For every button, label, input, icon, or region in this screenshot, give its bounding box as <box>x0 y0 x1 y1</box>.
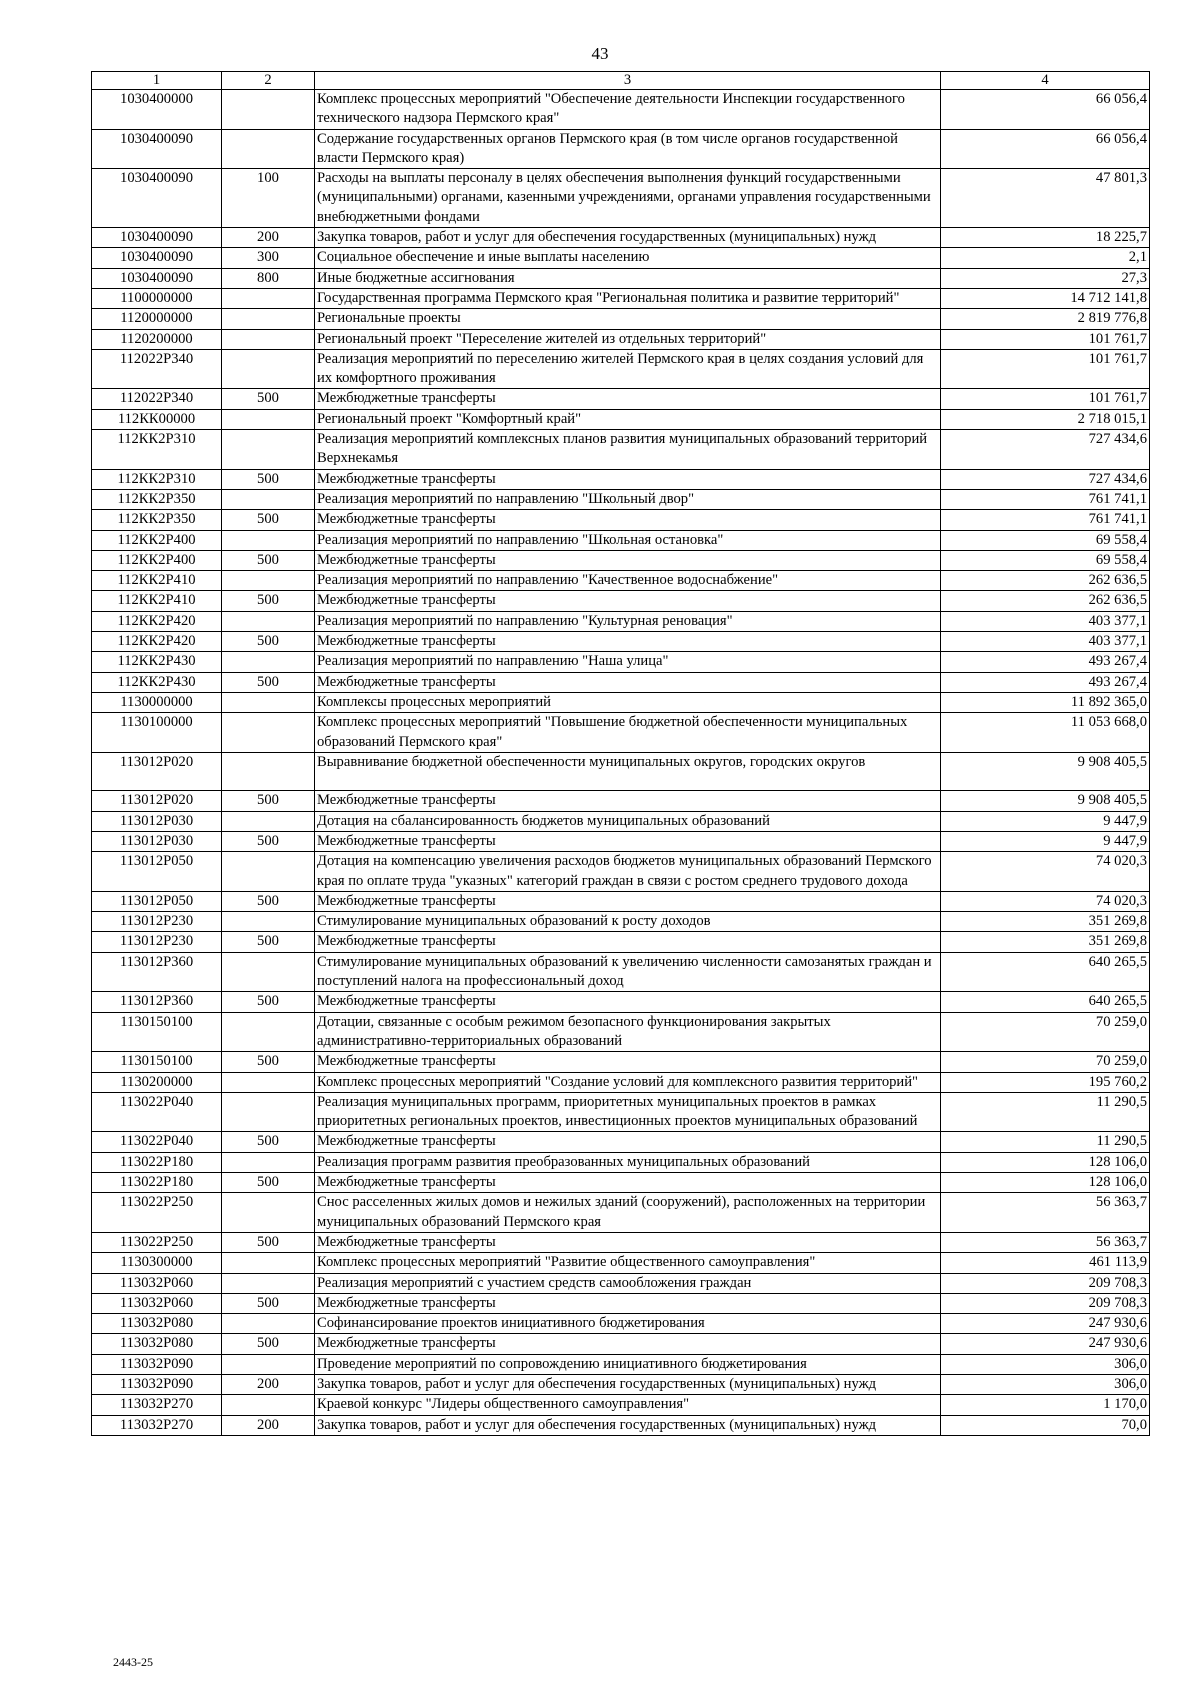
header-col-4: 4 <box>941 72 1150 90</box>
table-row <box>92 1152 1150 1172</box>
row-code-cell: 112КК2Р420 <box>92 632 222 652</box>
table-row <box>92 129 1150 169</box>
row-type-cell <box>222 329 315 349</box>
row-name-cell: Реализация мероприятий по переселению жителей Пермского края в целях создания условий для их комфортного проживания <box>315 349 941 389</box>
row-type-cell <box>222 129 315 169</box>
row-code-cell: 113012Р050 <box>92 852 222 892</box>
row-name-cell: Межбюджетные трансферты <box>315 672 941 692</box>
row-type-cell: 500 <box>222 1052 315 1072</box>
table-row <box>92 1293 1150 1313</box>
row-amount-cell: 461 113,9 <box>941 1253 1150 1273</box>
row-name-cell: Межбюджетные трансферты <box>315 1334 941 1354</box>
row-type-cell: 100 <box>222 169 315 228</box>
row-code-cell: 112КК2Р430 <box>92 652 222 672</box>
table-row <box>92 1273 1150 1293</box>
row-type-cell: 500 <box>222 1334 315 1354</box>
row-code-cell: 112022P340 <box>92 349 222 389</box>
row-amount-cell: 69 558,4 <box>941 530 1150 550</box>
row-name-cell: Софинансирование проектов инициативного бюджетирования <box>315 1314 941 1334</box>
row-type-cell: 500 <box>222 831 315 851</box>
row-amount-cell: 247 930,6 <box>941 1314 1150 1334</box>
row-code-cell: 113012Р230 <box>92 912 222 932</box>
row-name-cell: Межбюджетные трансферты <box>315 389 941 409</box>
table-row <box>92 469 1150 489</box>
row-name-cell: Межбюджетные трансферты <box>315 891 941 911</box>
row-type-cell: 500 <box>222 992 315 1012</box>
table-row <box>92 811 1150 831</box>
table-row <box>92 852 1150 892</box>
row-name-cell: Дотация на сбалансированность бюджетов муниципальных образований <box>315 811 941 831</box>
table-row <box>92 1193 1150 1233</box>
table-header-row <box>92 72 1150 90</box>
table-row <box>92 652 1150 672</box>
row-amount-cell: 9 447,9 <box>941 831 1150 851</box>
row-code-cell: 1120200000 <box>92 329 222 349</box>
row-name-cell: Снос расселенных жилых домов и нежилых зданий (сооружений), расположенных на территории муниципальных образований Пермского края <box>315 1193 941 1233</box>
row-amount-cell: 493 267,4 <box>941 672 1150 692</box>
row-type-cell: 800 <box>222 268 315 288</box>
table-row <box>92 1354 1150 1374</box>
table-row <box>92 952 1150 992</box>
row-type-cell <box>222 1072 315 1092</box>
table-row <box>92 1314 1150 1334</box>
table-row <box>92 1375 1150 1395</box>
row-code-cell: 1120000000 <box>92 309 222 329</box>
row-amount-cell: 128 106,0 <box>941 1152 1150 1172</box>
row-code-cell: 1030400090 <box>92 169 222 228</box>
row-type-cell: 500 <box>222 932 315 952</box>
row-type-cell: 500 <box>222 1132 315 1152</box>
row-type-cell: 500 <box>222 469 315 489</box>
row-amount-cell: 727 434,6 <box>941 469 1150 489</box>
row-code-cell: 113012Р360 <box>92 952 222 992</box>
row-code-cell: 113012Р230 <box>92 932 222 952</box>
row-amount-cell: 2,1 <box>941 248 1150 268</box>
row-code-cell: 113032Р080 <box>92 1314 222 1334</box>
table-row <box>92 831 1150 851</box>
row-code-cell: 113022Р040 <box>92 1092 222 1132</box>
row-amount-cell: 403 377,1 <box>941 611 1150 631</box>
row-amount-cell: 9 908 405,5 <box>941 752 1150 791</box>
row-code-cell: 1130100000 <box>92 713 222 753</box>
row-type-cell <box>222 713 315 753</box>
row-name-cell: Комплекс процессных мероприятий "Обеспечение деятельности Инспекции государственного технического надзора Пермского края" <box>315 90 941 130</box>
row-name-cell: Комплекс процессных мероприятий "Создание условий для комплексного развития территорий" <box>315 1072 941 1092</box>
row-amount-cell: 195 760,2 <box>941 1072 1150 1092</box>
row-amount-cell: 66 056,4 <box>941 129 1150 169</box>
row-type-cell: 500 <box>222 632 315 652</box>
row-type-cell <box>222 1152 315 1172</box>
row-amount-cell: 209 708,3 <box>941 1273 1150 1293</box>
row-type-cell <box>222 852 315 892</box>
row-type-cell: 500 <box>222 1232 315 1252</box>
row-type-cell <box>222 489 315 509</box>
row-name-cell: Межбюджетные трансферты <box>315 1173 941 1193</box>
row-type-cell: 500 <box>222 510 315 530</box>
header-col-2: 2 <box>222 72 315 90</box>
table-row <box>92 713 1150 753</box>
row-name-cell: Региональные проекты <box>315 309 941 329</box>
row-code-cell: 113022Р250 <box>92 1193 222 1233</box>
row-amount-cell: 247 930,6 <box>941 1334 1150 1354</box>
row-amount-cell: 101 761,7 <box>941 329 1150 349</box>
table-row <box>92 1173 1150 1193</box>
table-row <box>92 1132 1150 1152</box>
row-amount-cell: 74 020,3 <box>941 891 1150 911</box>
row-code-cell: 1030400090 <box>92 228 222 248</box>
row-code-cell: 112КК2Р430 <box>92 672 222 692</box>
row-code-cell: 113012Р030 <box>92 811 222 831</box>
row-code-cell: 113032Р080 <box>92 1334 222 1354</box>
row-type-cell <box>222 530 315 550</box>
row-name-cell: Межбюджетные трансферты <box>315 469 941 489</box>
table-row <box>92 571 1150 591</box>
table-row <box>92 1253 1150 1273</box>
row-code-cell: 112КК2Р400 <box>92 550 222 570</box>
row-name-cell: Стимулирование муниципальных образований к увеличению численности самозанятых граждан и поступлений налога на профессиональный доход <box>315 952 941 992</box>
row-name-cell: Иные бюджетные ассигнования <box>315 268 941 288</box>
row-amount-cell: 262 636,5 <box>941 591 1150 611</box>
row-type-cell <box>222 652 315 672</box>
table-row <box>92 430 1150 470</box>
row-amount-cell: 70 259,0 <box>941 1012 1150 1052</box>
table-row <box>92 1334 1150 1354</box>
table-row <box>92 591 1150 611</box>
row-type-cell <box>222 692 315 712</box>
row-name-cell: Реализация мероприятий по направлению "Наша улица" <box>315 652 941 672</box>
row-amount-cell: 56 363,7 <box>941 1193 1150 1233</box>
row-amount-cell: 70,0 <box>941 1415 1150 1435</box>
row-amount-cell: 403 377,1 <box>941 632 1150 652</box>
row-name-cell: Межбюджетные трансферты <box>315 791 941 811</box>
row-amount-cell: 351 269,8 <box>941 912 1150 932</box>
table-row <box>92 1012 1150 1052</box>
row-type-cell <box>222 1253 315 1273</box>
row-code-cell: 113032Р270 <box>92 1395 222 1415</box>
row-code-cell: 1030400000 <box>92 90 222 130</box>
row-amount-cell: 11 892 365,0 <box>941 692 1150 712</box>
row-name-cell: Межбюджетные трансферты <box>315 992 941 1012</box>
table-row <box>92 891 1150 911</box>
row-code-cell: 112КК2Р420 <box>92 611 222 631</box>
row-amount-cell: 18 225,7 <box>941 228 1150 248</box>
table-row <box>92 692 1150 712</box>
row-code-cell: 113032Р090 <box>92 1354 222 1374</box>
row-type-cell <box>222 1314 315 1334</box>
row-code-cell: 1030400090 <box>92 248 222 268</box>
row-code-cell: 113022Р180 <box>92 1152 222 1172</box>
row-code-cell: 1130150100 <box>92 1012 222 1052</box>
row-type-cell: 500 <box>222 891 315 911</box>
row-amount-cell: 14 712 141,8 <box>941 288 1150 308</box>
row-amount-cell: 11 053 668,0 <box>941 713 1150 753</box>
table-row <box>92 912 1150 932</box>
row-amount-cell: 2 819 776,8 <box>941 309 1150 329</box>
row-amount-cell: 727 434,6 <box>941 430 1150 470</box>
row-name-cell: Реализация мероприятий по направлению "Культурная реновация" <box>315 611 941 631</box>
row-type-cell: 500 <box>222 791 315 811</box>
row-code-cell: 113012Р020 <box>92 752 222 791</box>
row-name-cell: Закупка товаров, работ и услуг для обеспечения государственных (муниципальных) нужд <box>315 1375 941 1395</box>
row-code-cell: 113012Р020 <box>92 791 222 811</box>
row-code-cell: 112КК00000 <box>92 409 222 429</box>
row-type-cell <box>222 1273 315 1293</box>
row-type-cell <box>222 1395 315 1415</box>
row-code-cell: 113022Р250 <box>92 1232 222 1252</box>
row-type-cell <box>222 309 315 329</box>
row-name-cell: Реализация мероприятий комплексных планов развития муниципальных образований территорий Верхнекамья <box>315 430 941 470</box>
row-type-cell <box>222 430 315 470</box>
row-type-cell <box>222 752 315 791</box>
table-row <box>92 288 1150 308</box>
row-code-cell: 1100000000 <box>92 288 222 308</box>
row-code-cell: 1130150100 <box>92 1052 222 1072</box>
row-amount-cell: 70 259,0 <box>941 1052 1150 1072</box>
row-code-cell: 112КК2Р310 <box>92 430 222 470</box>
row-type-cell <box>222 811 315 831</box>
row-name-cell: Реализация мероприятий с участием средств самообложения граждан <box>315 1273 941 1293</box>
row-amount-cell: 69 558,4 <box>941 550 1150 570</box>
row-name-cell: Проведение мероприятий по сопровождению инициативного бюджетирования <box>315 1354 941 1374</box>
row-name-cell: Краевой конкурс "Лидеры общественного самоуправления" <box>315 1395 941 1415</box>
row-name-cell: Закупка товаров, работ и услуг для обеспечения государственных (муниципальных) нужд <box>315 228 941 248</box>
row-amount-cell: 11 290,5 <box>941 1092 1150 1132</box>
row-type-cell <box>222 90 315 130</box>
row-amount-cell: 101 761,7 <box>941 349 1150 389</box>
table-row <box>92 1052 1150 1072</box>
row-type-cell <box>222 571 315 591</box>
header-col-3: 3 <box>315 72 941 90</box>
row-code-cell: 113032Р270 <box>92 1415 222 1435</box>
table-row <box>92 1395 1150 1415</box>
row-amount-cell: 306,0 <box>941 1354 1150 1374</box>
row-amount-cell: 306,0 <box>941 1375 1150 1395</box>
row-amount-cell: 209 708,3 <box>941 1293 1150 1313</box>
row-name-cell: Комплекс процессных мероприятий "Повышение бюджетной обеспеченности муниципальных образований Пермского края" <box>315 713 941 753</box>
table-row <box>92 530 1150 550</box>
row-amount-cell: 128 106,0 <box>941 1173 1150 1193</box>
row-name-cell: Региональный проект "Комфортный край" <box>315 409 941 429</box>
row-type-cell: 500 <box>222 550 315 570</box>
table-row <box>92 489 1150 509</box>
row-code-cell: 113022Р180 <box>92 1173 222 1193</box>
table-row <box>92 1415 1150 1435</box>
row-amount-cell: 262 636,5 <box>941 571 1150 591</box>
table-row <box>92 309 1150 329</box>
table-row <box>92 329 1150 349</box>
row-type-cell: 500 <box>222 591 315 611</box>
row-type-cell: 300 <box>222 248 315 268</box>
row-name-cell: Выравнивание бюджетной обеспеченности муниципальных округов, городских округов <box>315 752 941 791</box>
row-code-cell: 112КК2Р350 <box>92 489 222 509</box>
row-name-cell: Стимулирование муниципальных образований к росту доходов <box>315 912 941 932</box>
row-name-cell: Реализация мероприятий по направлению "Школьная остановка" <box>315 530 941 550</box>
row-name-cell: Дотация на компенсацию увеличения расходов бюджетов муниципальных образований Пермского края по оплате труда "указных" категорий граждан в связи с ростом среднего трудового дохода <box>315 852 941 892</box>
table-row <box>92 550 1150 570</box>
table-row <box>92 672 1150 692</box>
row-name-cell: Межбюджетные трансферты <box>315 1232 941 1252</box>
row-code-cell: 113032Р090 <box>92 1375 222 1395</box>
row-amount-cell: 27,3 <box>941 268 1150 288</box>
row-type-cell: 500 <box>222 1293 315 1313</box>
row-type-cell <box>222 1012 315 1052</box>
page-number: 43 <box>591 44 609 63</box>
row-name-cell: Реализация мероприятий по направлению "Качественное водоснабжение" <box>315 571 941 591</box>
row-type-cell: 500 <box>222 389 315 409</box>
table-row <box>92 228 1150 248</box>
row-name-cell: Дотации, связанные с особым режимом безопасного функционирования закрытых административно-территориальных образований <box>315 1012 941 1052</box>
table-row <box>92 632 1150 652</box>
row-amount-cell: 493 267,4 <box>941 652 1150 672</box>
row-amount-cell: 761 741,1 <box>941 510 1150 530</box>
row-amount-cell: 74 020,3 <box>941 852 1150 892</box>
budget-table <box>91 71 1150 1436</box>
table-row <box>92 1232 1150 1252</box>
row-code-cell: 113032Р060 <box>92 1293 222 1313</box>
table-row <box>92 611 1150 631</box>
row-amount-cell: 101 761,7 <box>941 389 1150 409</box>
table-row <box>92 791 1150 811</box>
row-amount-cell: 1 170,0 <box>941 1395 1150 1415</box>
row-amount-cell: 640 265,5 <box>941 992 1150 1012</box>
row-code-cell: 112КК2Р310 <box>92 469 222 489</box>
table-row <box>92 1072 1150 1092</box>
row-name-cell: Региональный проект "Переселение жителей из отдельных территорий" <box>315 329 941 349</box>
table-row <box>92 932 1150 952</box>
row-code-cell: 113012Р360 <box>92 992 222 1012</box>
row-code-cell: 112КК2Р400 <box>92 530 222 550</box>
row-name-cell: Государственная программа Пермского края "Региональная политика и развитие территорий" <box>315 288 941 308</box>
row-name-cell: Межбюджетные трансферты <box>315 632 941 652</box>
row-name-cell: Реализация программ развития преобразованных муниципальных образований <box>315 1152 941 1172</box>
table-row <box>92 169 1150 228</box>
row-type-cell: 200 <box>222 1415 315 1435</box>
table-row <box>92 752 1150 791</box>
row-name-cell: Межбюджетные трансферты <box>315 550 941 570</box>
row-name-cell: Реализация муниципальных программ, приоритетных муниципальных проектов в рамках приоритетных региональных проектов, инвестиционных проектов муниципальных образований <box>315 1092 941 1132</box>
row-type-cell: 500 <box>222 672 315 692</box>
row-name-cell: Межбюджетные трансферты <box>315 510 941 530</box>
row-type-cell <box>222 611 315 631</box>
row-type-cell: 200 <box>222 1375 315 1395</box>
table-row <box>92 90 1150 130</box>
row-type-cell <box>222 1354 315 1374</box>
row-type-cell <box>222 952 315 992</box>
table-row <box>92 510 1150 530</box>
row-code-cell: 1030400090 <box>92 268 222 288</box>
table-row <box>92 992 1150 1012</box>
row-name-cell: Закупка товаров, работ и услуг для обеспечения государственных (муниципальных) нужд <box>315 1415 941 1435</box>
row-amount-cell: 640 265,5 <box>941 952 1150 992</box>
row-code-cell: 112КК2Р410 <box>92 591 222 611</box>
table-row <box>92 349 1150 389</box>
row-amount-cell: 9 908 405,5 <box>941 791 1150 811</box>
row-name-cell: Реализация мероприятий по направлению "Школьный двор" <box>315 489 941 509</box>
row-type-cell: 500 <box>222 1173 315 1193</box>
row-type-cell <box>222 1193 315 1233</box>
row-name-cell: Межбюджетные трансферты <box>315 591 941 611</box>
row-code-cell: 113032Р060 <box>92 1273 222 1293</box>
row-code-cell: 1030400090 <box>92 129 222 169</box>
row-code-cell: 113012Р030 <box>92 831 222 851</box>
row-amount-cell: 47 801,3 <box>941 169 1150 228</box>
row-amount-cell: 2 718 015,1 <box>941 409 1150 429</box>
row-type-cell <box>222 1092 315 1132</box>
row-amount-cell: 351 269,8 <box>941 932 1150 952</box>
row-code-cell: 1130200000 <box>92 1072 222 1092</box>
row-code-cell: 112КК2Р410 <box>92 571 222 591</box>
row-code-cell: 1130300000 <box>92 1253 222 1273</box>
row-code-cell: 112022P340 <box>92 389 222 409</box>
row-name-cell: Межбюджетные трансферты <box>315 831 941 851</box>
row-type-cell <box>222 349 315 389</box>
row-name-cell: Межбюджетные трансферты <box>315 1132 941 1152</box>
row-type-cell <box>222 288 315 308</box>
table-row <box>92 248 1150 268</box>
row-amount-cell: 11 290,5 <box>941 1132 1150 1152</box>
table-row <box>92 409 1150 429</box>
table-row <box>92 389 1150 409</box>
row-amount-cell: 761 741,1 <box>941 489 1150 509</box>
row-type-cell: 200 <box>222 228 315 248</box>
row-code-cell: 113012Р050 <box>92 891 222 911</box>
row-type-cell <box>222 912 315 932</box>
row-type-cell <box>222 409 315 429</box>
row-name-cell: Расходы на выплаты персоналу в целях обеспечения выполнения функций государственными (муниципальными) органами, казенными учреждениями, органами управления государственными внебюджетными фондами <box>315 169 941 228</box>
row-name-cell: Комплексы процессных мероприятий <box>315 692 941 712</box>
row-name-cell: Социальное обеспечение и иные выплаты населению <box>315 248 941 268</box>
table-row <box>92 1092 1150 1132</box>
document-code: 2443-25 <box>113 1655 153 1669</box>
row-name-cell: Комплекс процессных мероприятий "Развитие общественного самоуправления" <box>315 1253 941 1273</box>
row-name-cell: Содержание государственных органов Пермского края (в том числе органов государственной власти Пермского края) <box>315 129 941 169</box>
row-amount-cell: 9 447,9 <box>941 811 1150 831</box>
row-name-cell: Межбюджетные трансферты <box>315 1293 941 1313</box>
row-name-cell: Межбюджетные трансферты <box>315 932 941 952</box>
table-row <box>92 268 1150 288</box>
row-name-cell: Межбюджетные трансферты <box>315 1052 941 1072</box>
header-col-1: 1 <box>92 72 222 90</box>
row-amount-cell: 66 056,4 <box>941 90 1150 130</box>
row-amount-cell: 56 363,7 <box>941 1232 1150 1252</box>
row-code-cell: 1130000000 <box>92 692 222 712</box>
row-code-cell: 112КК2Р350 <box>92 510 222 530</box>
row-code-cell: 113022Р040 <box>92 1132 222 1152</box>
